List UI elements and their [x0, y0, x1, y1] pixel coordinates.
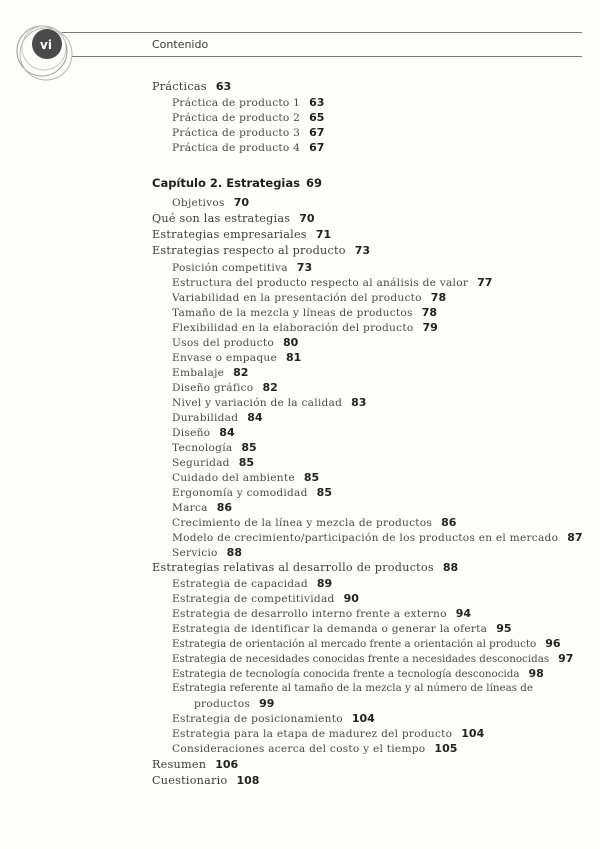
toc-entry: Nivel y variación de la calidad 83	[172, 396, 367, 409]
toc-entry: Variabilidad en la presentación del producto 78	[172, 291, 447, 304]
toc-entry: Seguridad 85	[172, 456, 255, 469]
toc-entry: Posición competitiva 73	[172, 261, 313, 274]
toc-entry: Estrategias relativas al desarrollo de productos 88	[152, 561, 459, 574]
toc-entry: Estructura del producto respecto al análisis de valor 77	[172, 276, 493, 289]
toc-entry: Cuidado del ambiente 85	[172, 471, 320, 484]
toc-entry: Estrategia de desarrollo interno frente a externo 94	[172, 607, 472, 620]
toc-entry: Estrategias respecto al producto 73	[152, 244, 371, 257]
toc-entry: Marca 86	[172, 501, 233, 514]
toc-entry: Tamaño de la mezcla y líneas de productos 78	[172, 306, 438, 319]
toc-entry: Estrategia de competitividad 90	[172, 592, 359, 605]
toc-entry: Diseño gráfico 82	[172, 381, 278, 394]
header-rule-top	[62, 32, 582, 33]
running-title: Contenido	[152, 38, 209, 51]
toc-entry: Estrategia de orientación al mercado frente a orientación al producto 96	[172, 637, 561, 650]
toc-entry: Ergonomía y comodidad 85	[172, 486, 332, 499]
toc-entry: Embalaje 82	[172, 366, 249, 379]
toc-entry: Estrategia de posicionamiento 104	[172, 712, 375, 725]
toc-entry: Objetivos 70	[172, 196, 250, 209]
toc-entry: Consideraciones acerca del costo y el tiempo 105	[172, 742, 458, 755]
toc-entry: Modelo de crecimiento/participación de los productos en el mercado 87	[172, 531, 583, 544]
chapter-heading: Capítulo 2. Estrategias 69	[152, 176, 322, 190]
toc-entry: Estrategia de capacidad 89	[172, 577, 333, 590]
toc-entry: Práctica de producto 4 67	[172, 141, 325, 154]
toc-entry: Diseño 84	[172, 426, 235, 439]
toc-entry: Servicio 88	[172, 546, 242, 559]
toc-entry: Estrategia referente al tamaño de la mezcla y al número de líneas de	[172, 682, 533, 694]
toc-entry: Práctica de producto 1 63	[172, 96, 325, 109]
toc-entry: Estrategia de identificar la demanda o generar la oferta 95	[172, 622, 512, 635]
toc-entry: Cuestionario 108	[152, 774, 260, 787]
toc-entry: Qué son las estrategias 70	[152, 212, 315, 225]
toc-entry: Práctica de producto 2 65	[172, 111, 325, 124]
toc-entry: Durabilidad 84	[172, 411, 263, 424]
header-rule-bottom	[72, 56, 582, 57]
toc-entry: Estrategia para la etapa de madurez del producto 104	[172, 727, 485, 740]
toc-entry: Tecnología 85	[172, 441, 257, 454]
toc-entry: Envase o empaque 81	[172, 351, 302, 364]
toc-entry-continuation: productos 99	[194, 697, 275, 710]
toc-entry: Crecimiento de la línea y mezcla de productos 86	[172, 516, 457, 529]
toc-entry: Prácticas 63	[152, 80, 232, 93]
toc-entry: Estrategia de tecnología conocida frente a tecnología desconocida 98	[172, 667, 544, 680]
toc-entry: Estrategias empresariales 71	[152, 228, 332, 241]
toc-entry: Práctica de producto 3 67	[172, 126, 325, 139]
folio-circle-ornament	[14, 20, 78, 84]
page-number: vi	[40, 38, 52, 52]
page-header	[0, 0, 600, 90]
toc-entry: Estrategia de necesidades conocidas frente a necesidades desconocidas 97	[172, 652, 574, 665]
toc-entry: Resumen 106	[152, 758, 239, 771]
toc-entry: Flexibilidad en la elaboración del producto 79	[172, 321, 438, 334]
toc-entry: Usos del producto 80	[172, 336, 299, 349]
